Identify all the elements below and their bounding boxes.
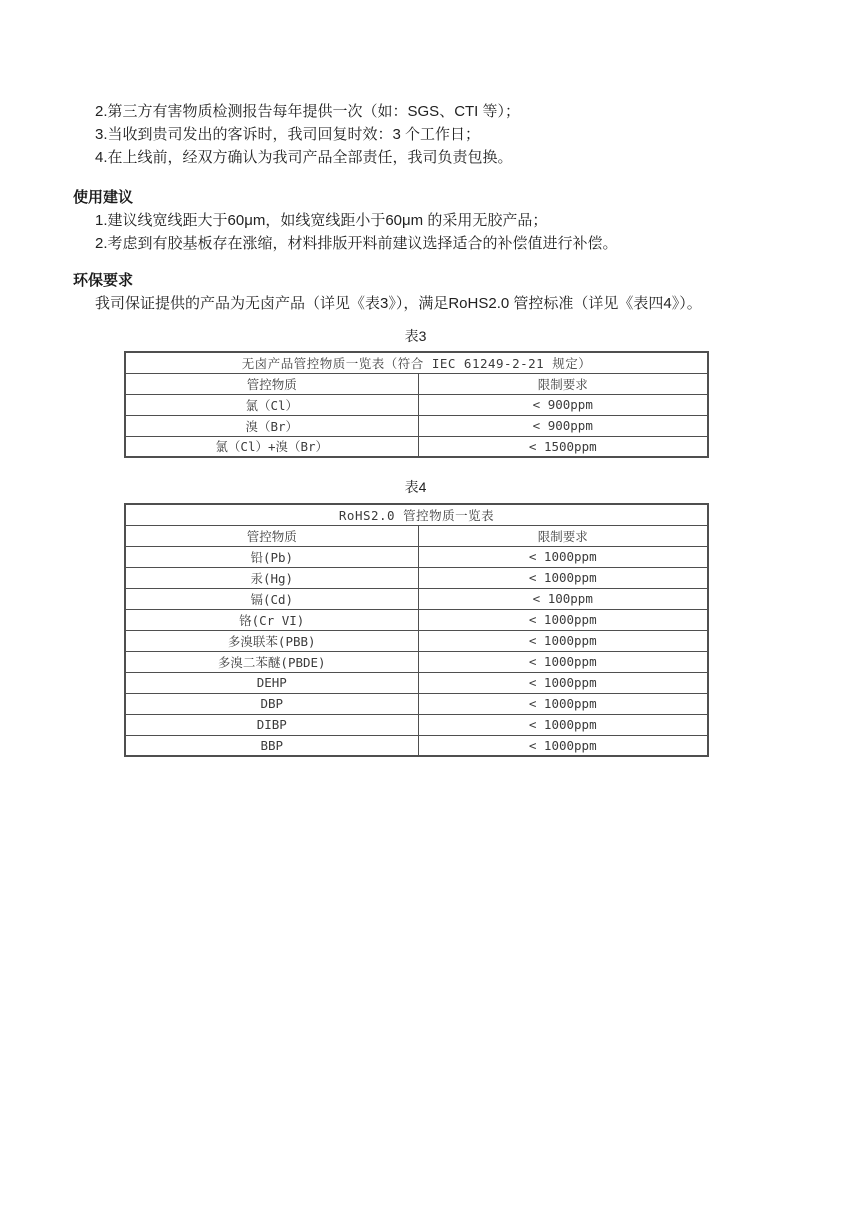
limit-cell: < 1000ppm [418, 735, 708, 756]
table-header-row [125, 373, 708, 394]
table4-title: RoHS2.0 管控物质一览表 [125, 504, 708, 525]
table-row [125, 436, 708, 457]
usage-suggestion-line: 2.考虑到有胶基板存在涨缩，材料排版开料前建议选择适合的补偿值进行补偿。 [95, 235, 618, 252]
col-header-limit: 限制要求 [418, 525, 708, 546]
table-title-row [125, 352, 708, 373]
substance-cell: 汞(Hg) [125, 567, 418, 588]
table3-title: 无卤产品管控物质一览表（符合 IEC 61249-2-21 规定） [125, 352, 708, 373]
limit-cell: < 1000ppm [418, 651, 708, 672]
substance-cell: DIBP [125, 714, 418, 735]
section-heading-usage: 使用建议 [73, 189, 134, 206]
usage-suggestion-line: 1.建议线宽线距大于60μm，如线宽线距小于60μm 的采用无胶产品； [95, 212, 548, 229]
substance-cell: 镉(Cd) [125, 588, 418, 609]
substance-cell: 氯（Cl） [125, 394, 418, 415]
table-row [125, 735, 708, 756]
limit-cell: < 1000ppm [418, 714, 708, 735]
limit-cell: < 900ppm [418, 415, 708, 436]
limit-cell: < 1000ppm [418, 609, 708, 630]
substance-cell: 多溴二苯醚(PBDE) [125, 651, 418, 672]
limit-cell: < 1000ppm [418, 567, 708, 588]
service-terms-list [95, 100, 520, 169]
service-term-line: 2.第三方有害物质检测报告每年提供一次（如：SGS、CTI 等）； [95, 103, 521, 120]
table-row [125, 394, 708, 415]
substance-cell: 氯（Cl）+溴（Br） [125, 436, 418, 457]
table-row [125, 693, 708, 714]
table-row [125, 609, 708, 630]
table-row [125, 588, 708, 609]
table4-caption: 表4 [404, 479, 427, 495]
substance-cell: 铬(Cr VI) [125, 609, 418, 630]
limit-cell: < 100ppm [418, 588, 708, 609]
substance-cell: BBP [125, 735, 418, 756]
limit-cell: < 1000ppm [418, 630, 708, 651]
service-term-line: 3.当收到贵司发出的客诉时，我司回复时效：3 个工作日； [95, 126, 481, 143]
usage-suggestions-list [95, 209, 618, 255]
environment-paragraph: 我司保证提供的产品为无卤产品（详见《表3》），满足RoHS2.0 管控标准（详见《表四4》）。 [95, 295, 702, 312]
substance-cell: 多溴联苯(PBB) [125, 630, 418, 651]
table3-caption: 表3 [404, 328, 427, 344]
limit-cell: < 900ppm [418, 394, 708, 415]
substance-cell: 铅(Pb) [125, 546, 418, 567]
limit-cell: < 1500ppm [418, 436, 708, 457]
table-header-row [125, 525, 708, 546]
limit-cell: < 1000ppm [418, 693, 708, 714]
table-row [125, 651, 708, 672]
halogen-free-table [124, 351, 709, 458]
table-row [125, 546, 708, 567]
col-header-substance: 管控物质 [125, 373, 418, 394]
table-row [125, 567, 708, 588]
table-row [125, 630, 708, 651]
section-heading-environment: 环保要求 [73, 272, 134, 289]
substance-cell: 溴（Br） [125, 415, 418, 436]
substance-cell: DEHP [125, 672, 418, 693]
limit-cell: < 1000ppm [418, 672, 708, 693]
service-term-line: 4.在上线前，经双方确认为我司产品全部责任，我司负责包换。 [95, 149, 513, 166]
substance-cell: DBP [125, 693, 418, 714]
col-header-substance: 管控物质 [125, 525, 418, 546]
table-row [125, 415, 708, 436]
limit-cell: < 1000ppm [418, 546, 708, 567]
col-header-limit: 限制要求 [418, 373, 708, 394]
table-row [125, 672, 708, 693]
table-title-row [125, 504, 708, 525]
rohs-table [124, 503, 709, 757]
table-row [125, 714, 708, 735]
